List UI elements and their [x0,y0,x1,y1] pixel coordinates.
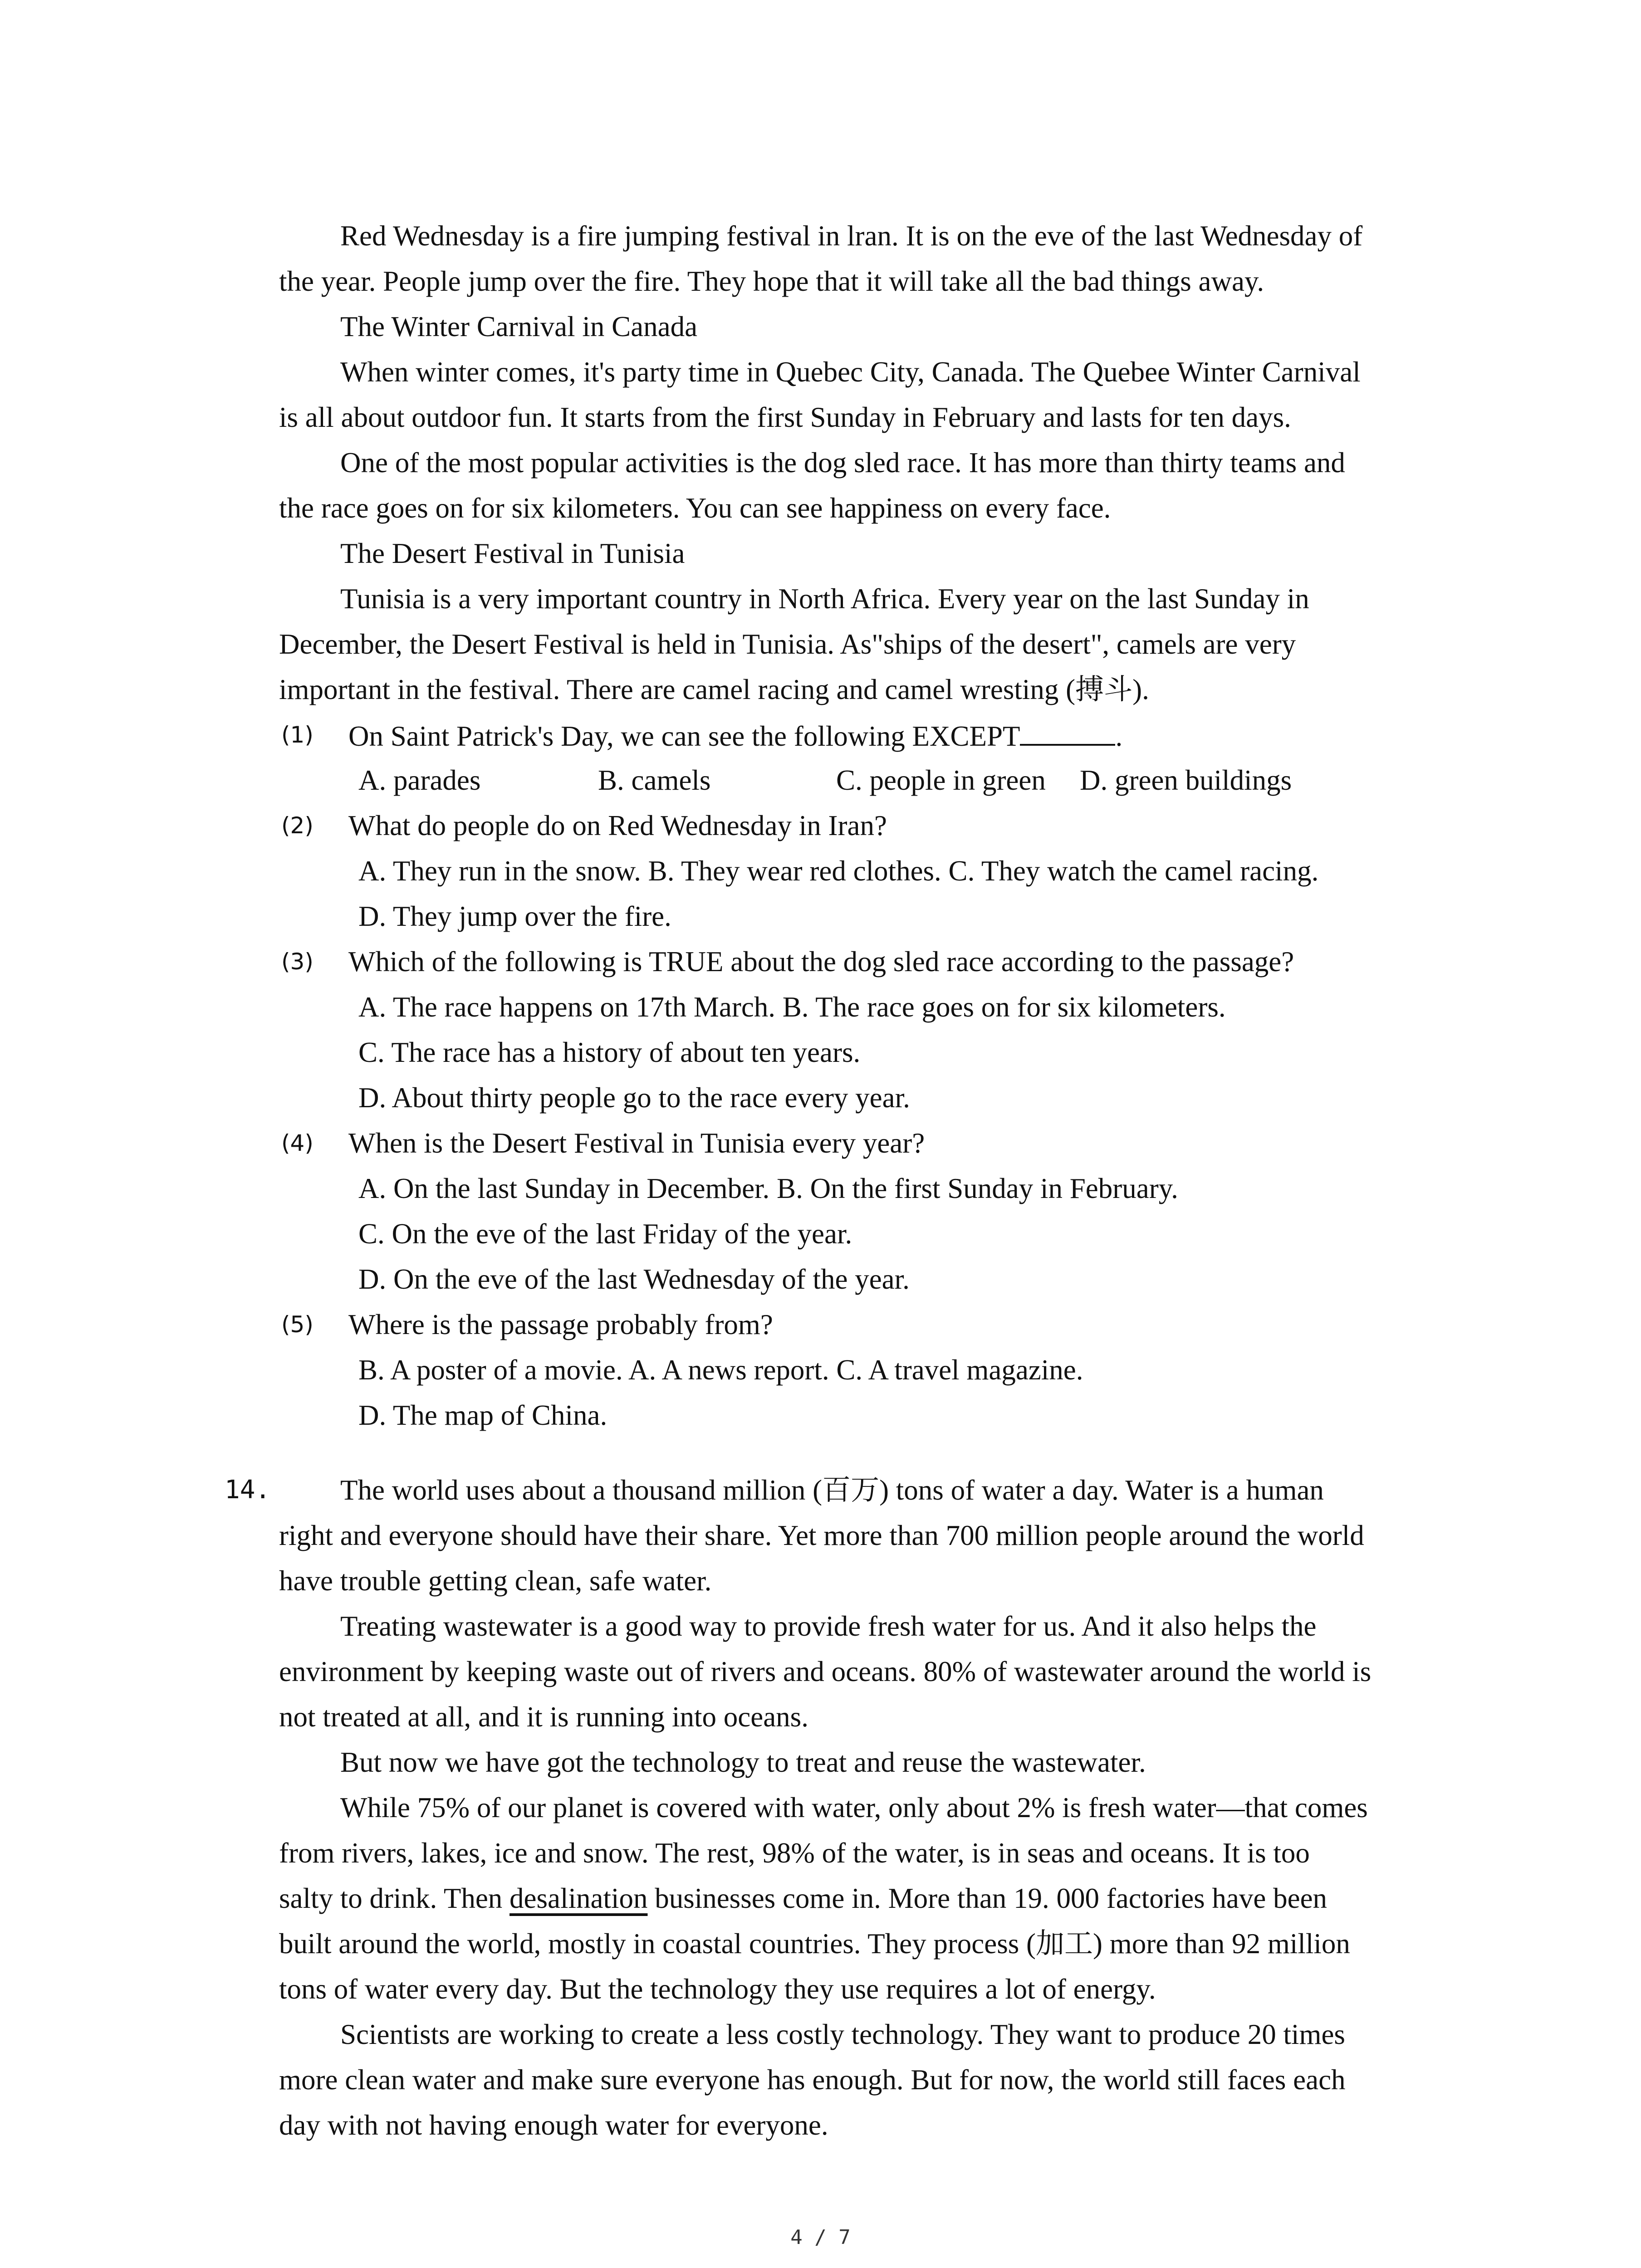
paragraph-canada-cont: is all about outdoor fun. It starts from the first Sunday in February and lasts for ten days. [279,401,1291,433]
answer-blank [1020,717,1115,746]
option-d: D. On the eve of the last Wednesday of the year. [358,1263,910,1295]
question-number-14: 14. [225,1475,271,1505]
passage-line: Scientists are working to create a less costly technology. They want to produce 20 times [340,2019,1345,2050]
paragraph-tunisia: Tunisia is a very important country in North Africa. Every year on the last Sunday in [340,583,1309,615]
question-stem-text: On Saint Patrick's Day, we can see the following EXCEPT [348,720,1020,752]
option-a: A. parades [358,764,481,796]
option-b: B. camels [598,764,711,796]
passage-line: built around the world, mostly in coastal countries. They process (加工) more than 92 million [279,1928,1350,1960]
underlined-word: desalination [509,1882,648,1914]
options-row: A. The race happens on 17th March. B. The race goes on for six kilometers. [358,991,1226,1023]
question-stem: Where is the passage probably from? [348,1309,773,1340]
question-stem-end: . [1115,720,1123,752]
options-row: A. They run in the snow. B. They wear red clothes. C. They watch the camel racing. [358,855,1319,887]
option-d: D. green buildings [1080,764,1292,796]
heading-winter-carnival: The Winter Carnival in Canada [340,311,698,342]
paragraph-red-wednesday-cont: the year. People jump over the fire. They hope that it will take all the bad things away. [279,265,1264,297]
passage-line: from rivers, lakes, ice and snow. The rest, 98% of the water, is in seas and oceans. It is too [279,1837,1310,1869]
passage-line: not treated at all, and it is running into oceans. [279,1701,808,1733]
passage-line: But now we have got the technology to treat and reuse the wastewater. [340,1746,1146,1778]
question-number: (1) [281,722,314,748]
option-d: D. The map of China. [358,1399,607,1431]
passage-line: day with not having enough water for everyone. [279,2109,828,2141]
question-stem: When is the Desert Festival in Tunisia every year? [348,1127,925,1159]
options-row: B. A poster of a movie. A. A news report. C. A travel magazine. [358,1354,1083,1386]
question-stem [348,717,1122,754]
passage-line: The world uses about a thousand million (百万) tons of water a day. Water is a human [340,1474,1324,1506]
passage-line: right and everyone should have their share. Yet more than 700 million people around the world [279,1520,1364,1551]
question-number: (3) [281,948,314,975]
option-c: C. On the eve of the last Friday of the year. [358,1218,852,1250]
passage-line: more clean water and make sure everyone has enough. But for now, the world still faces each [279,2064,1346,2096]
question-stem: What do people do on Red Wednesday in Iran? [348,810,887,841]
option-d: D. About thirty people go to the race every year. [358,1082,910,1114]
heading-desert-festival: The Desert Festival in Tunisia [340,538,685,569]
paragraph-dog-sled-cont: the race goes on for six kilometers. You can see happiness on every face. [279,492,1111,524]
passage-line: While 75% of our planet is covered with water, only about 2% is fresh water—that comes [340,1792,1368,1823]
question-number: (5) [281,1311,314,1338]
passage-text: salty to drink. Then [279,1882,510,1914]
paragraph-tunisia-cont: December, the Desert Festival is held in Tunisia. As"ships of the desert", camels are very [279,628,1296,660]
option-c: C. people in green [836,764,1046,796]
options-row: A. On the last Sunday in December. B. On the first Sunday in February. [358,1173,1178,1204]
option-d: D. They jump over the fire. [358,900,671,932]
paragraph-dog-sled: One of the most popular activities is the dog sled race. It has more than thirty teams and [340,447,1345,479]
paragraph-tunisia-end: important in the festival. There are camel racing and camel wresting (搏斗). [279,674,1149,705]
passage-line [279,1880,1327,1916]
paragraph-red-wednesday: Red Wednesday is a fire jumping festival in lran. It is on the eve of the last Wednesday of [340,220,1363,252]
passage-line: have trouble getting clean, safe water. [279,1565,712,1597]
passage-line: environment by keeping waste out of rivers and oceans. 80% of wastewater around the world is [279,1656,1372,1687]
page-number: 4 / 7 [790,2226,851,2249]
question-stem: Which of the following is TRUE about the dog sled race according to the passage? [348,946,1294,978]
question-number: (2) [281,812,314,839]
option-c: C. The race has a history of about ten years. [358,1036,861,1068]
question-number: (4) [281,1130,314,1156]
paragraph-canada: When winter comes, it's party time in Quebec City, Canada. The Quebee Winter Carnival [340,356,1361,388]
passage-line: Treating wastewater is a good way to provide fresh water for us. And it also helps the [340,1610,1317,1642]
passage-text: businesses come in. More than 19. 000 factories have been [647,1882,1327,1914]
passage-line: tons of water every day. But the technology they use requires a lot of energy. [279,1973,1156,2005]
